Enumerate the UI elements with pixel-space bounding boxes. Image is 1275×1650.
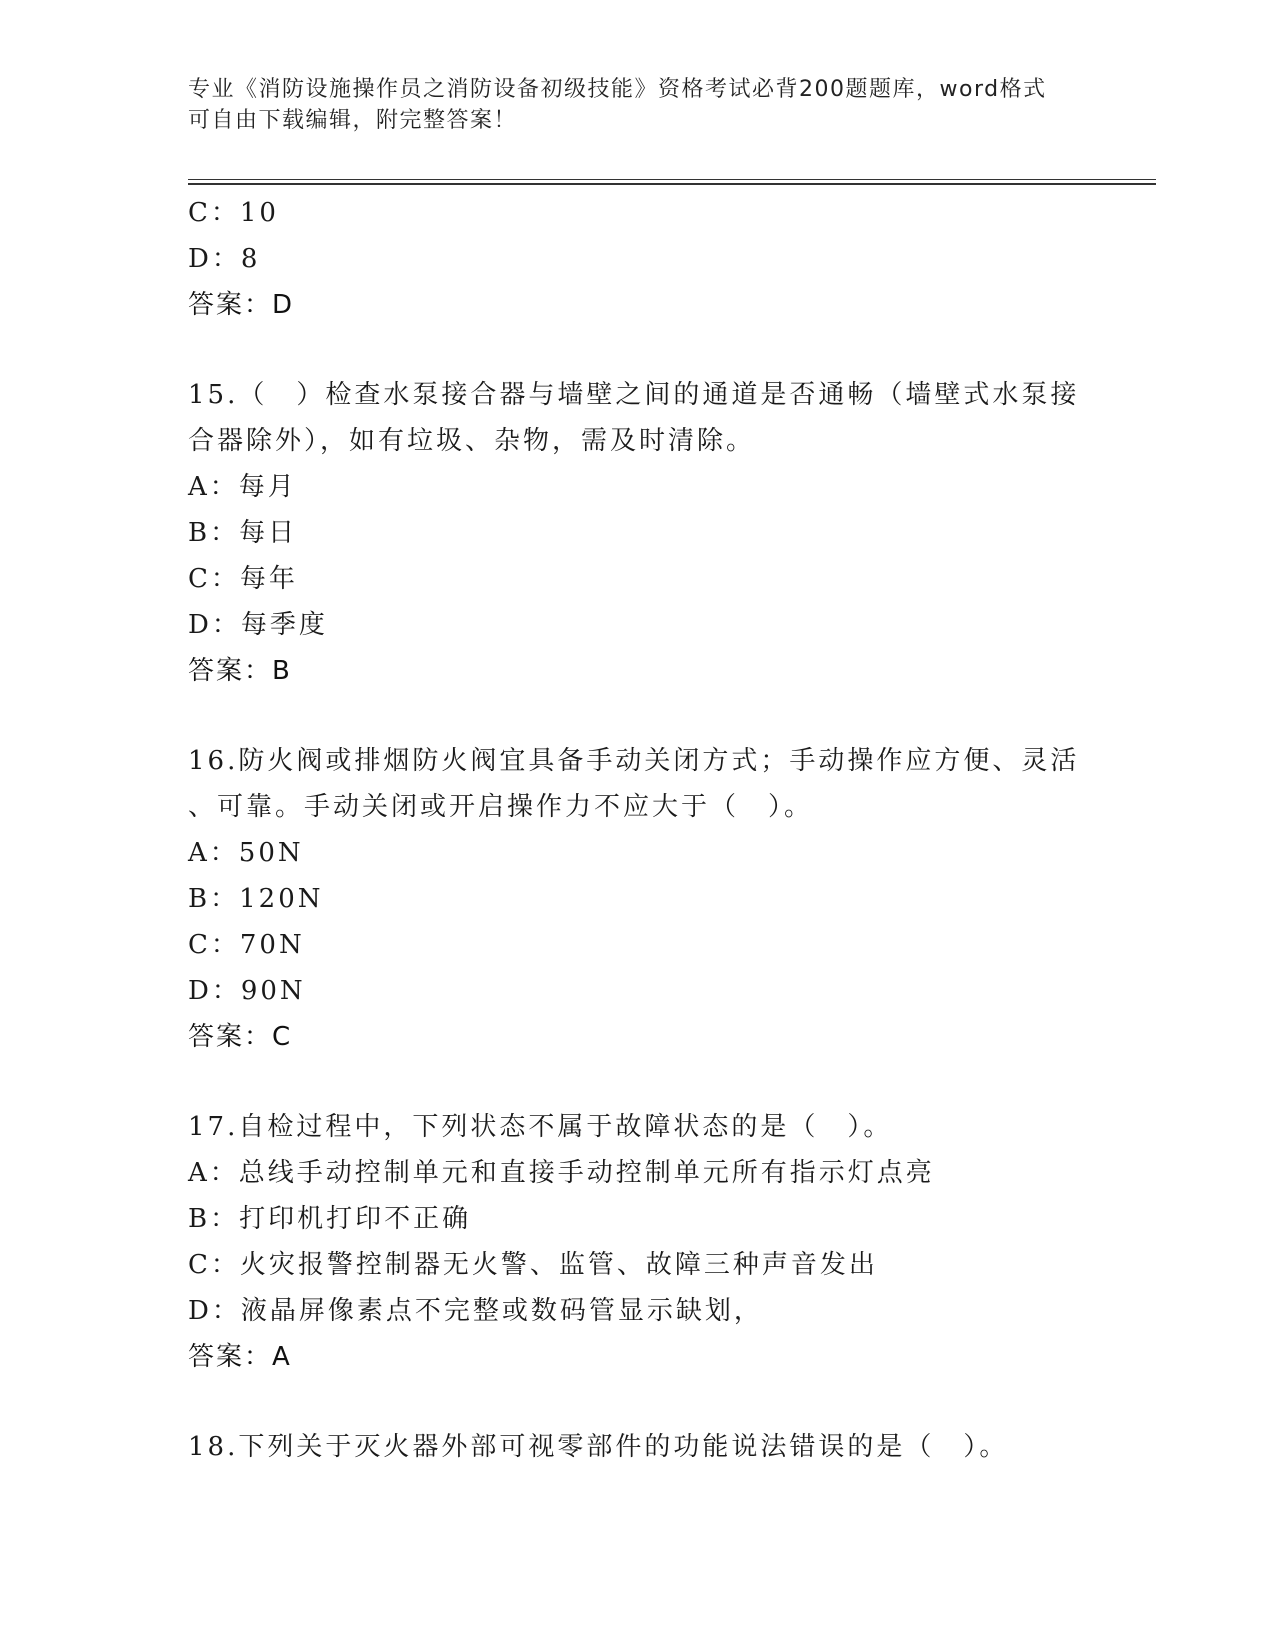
answer-line: 答案：A <box>188 1342 292 1372</box>
option-a: A：50N <box>188 838 304 868</box>
spacer <box>188 328 1088 372</box>
option-d: D：液晶屏像素点不完整或数码管显示缺划， <box>188 1296 763 1326</box>
option-d: D：90N <box>188 976 306 1006</box>
spacer <box>188 694 1088 738</box>
header-divider-thick <box>188 183 1156 185</box>
question-text: 16.防火阀或排烟防火阀宜具备手动关闭方式；手动操作应方便、灵活 <box>188 746 1080 776</box>
header-divider-thin <box>188 179 1156 180</box>
question-text: 17.自检过程中，下列状态不属于故障状态的是（ ）。 <box>188 1112 893 1142</box>
option-c: C：70N <box>188 930 305 960</box>
answer-line: 答案：B <box>188 656 292 686</box>
question-18 <box>188 1424 1088 1470</box>
option-b: B：打印机打印不正确 <box>188 1204 472 1234</box>
question-text-continued: 、可靠。手动关闭或开启操作力不应大于（ ）。 <box>188 792 814 822</box>
question-16 <box>188 738 1088 1060</box>
spacer <box>188 1060 1088 1104</box>
option-d: D：8 <box>188 244 261 274</box>
question-text: 18.下列关于灭火器外部可视零部件的功能说法错误的是（ ）。 <box>188 1432 1009 1462</box>
option-c: C：每年 <box>188 564 298 594</box>
question-content <box>188 190 1088 1470</box>
option-c: C：火灾报警控制器无火警、监管、故障三种声音发出 <box>188 1250 878 1280</box>
option-c: C：10 <box>188 198 279 228</box>
previous-question-tail <box>188 190 1088 328</box>
option-b: B：120N <box>188 884 324 914</box>
option-a: A：每月 <box>188 472 297 502</box>
answer-line: 答案：C <box>188 1022 293 1052</box>
question-text-continued: 合器除外），如有垃圾、杂物，需及时清除。 <box>188 426 756 456</box>
document-header-title: 专业《消防设施操作员之消防设备初级技能》资格考试必背200题题库，word格式可自由下载编辑，附完整答案！ <box>188 77 1047 133</box>
question-text: 15.（ ）检查水泵接合器与墙壁之间的通道是否通畅（墙壁式水泵接 <box>188 380 1080 410</box>
option-a: A：总线手动控制单元和直接手动控制单元所有指示灯点亮 <box>188 1158 935 1188</box>
option-b: B：每日 <box>188 518 298 548</box>
spacer <box>188 1380 1088 1424</box>
question-15 <box>188 372 1088 694</box>
option-d: D：每季度 <box>188 610 328 640</box>
answer-line: 答案：D <box>188 290 295 320</box>
question-17 <box>188 1104 1088 1380</box>
